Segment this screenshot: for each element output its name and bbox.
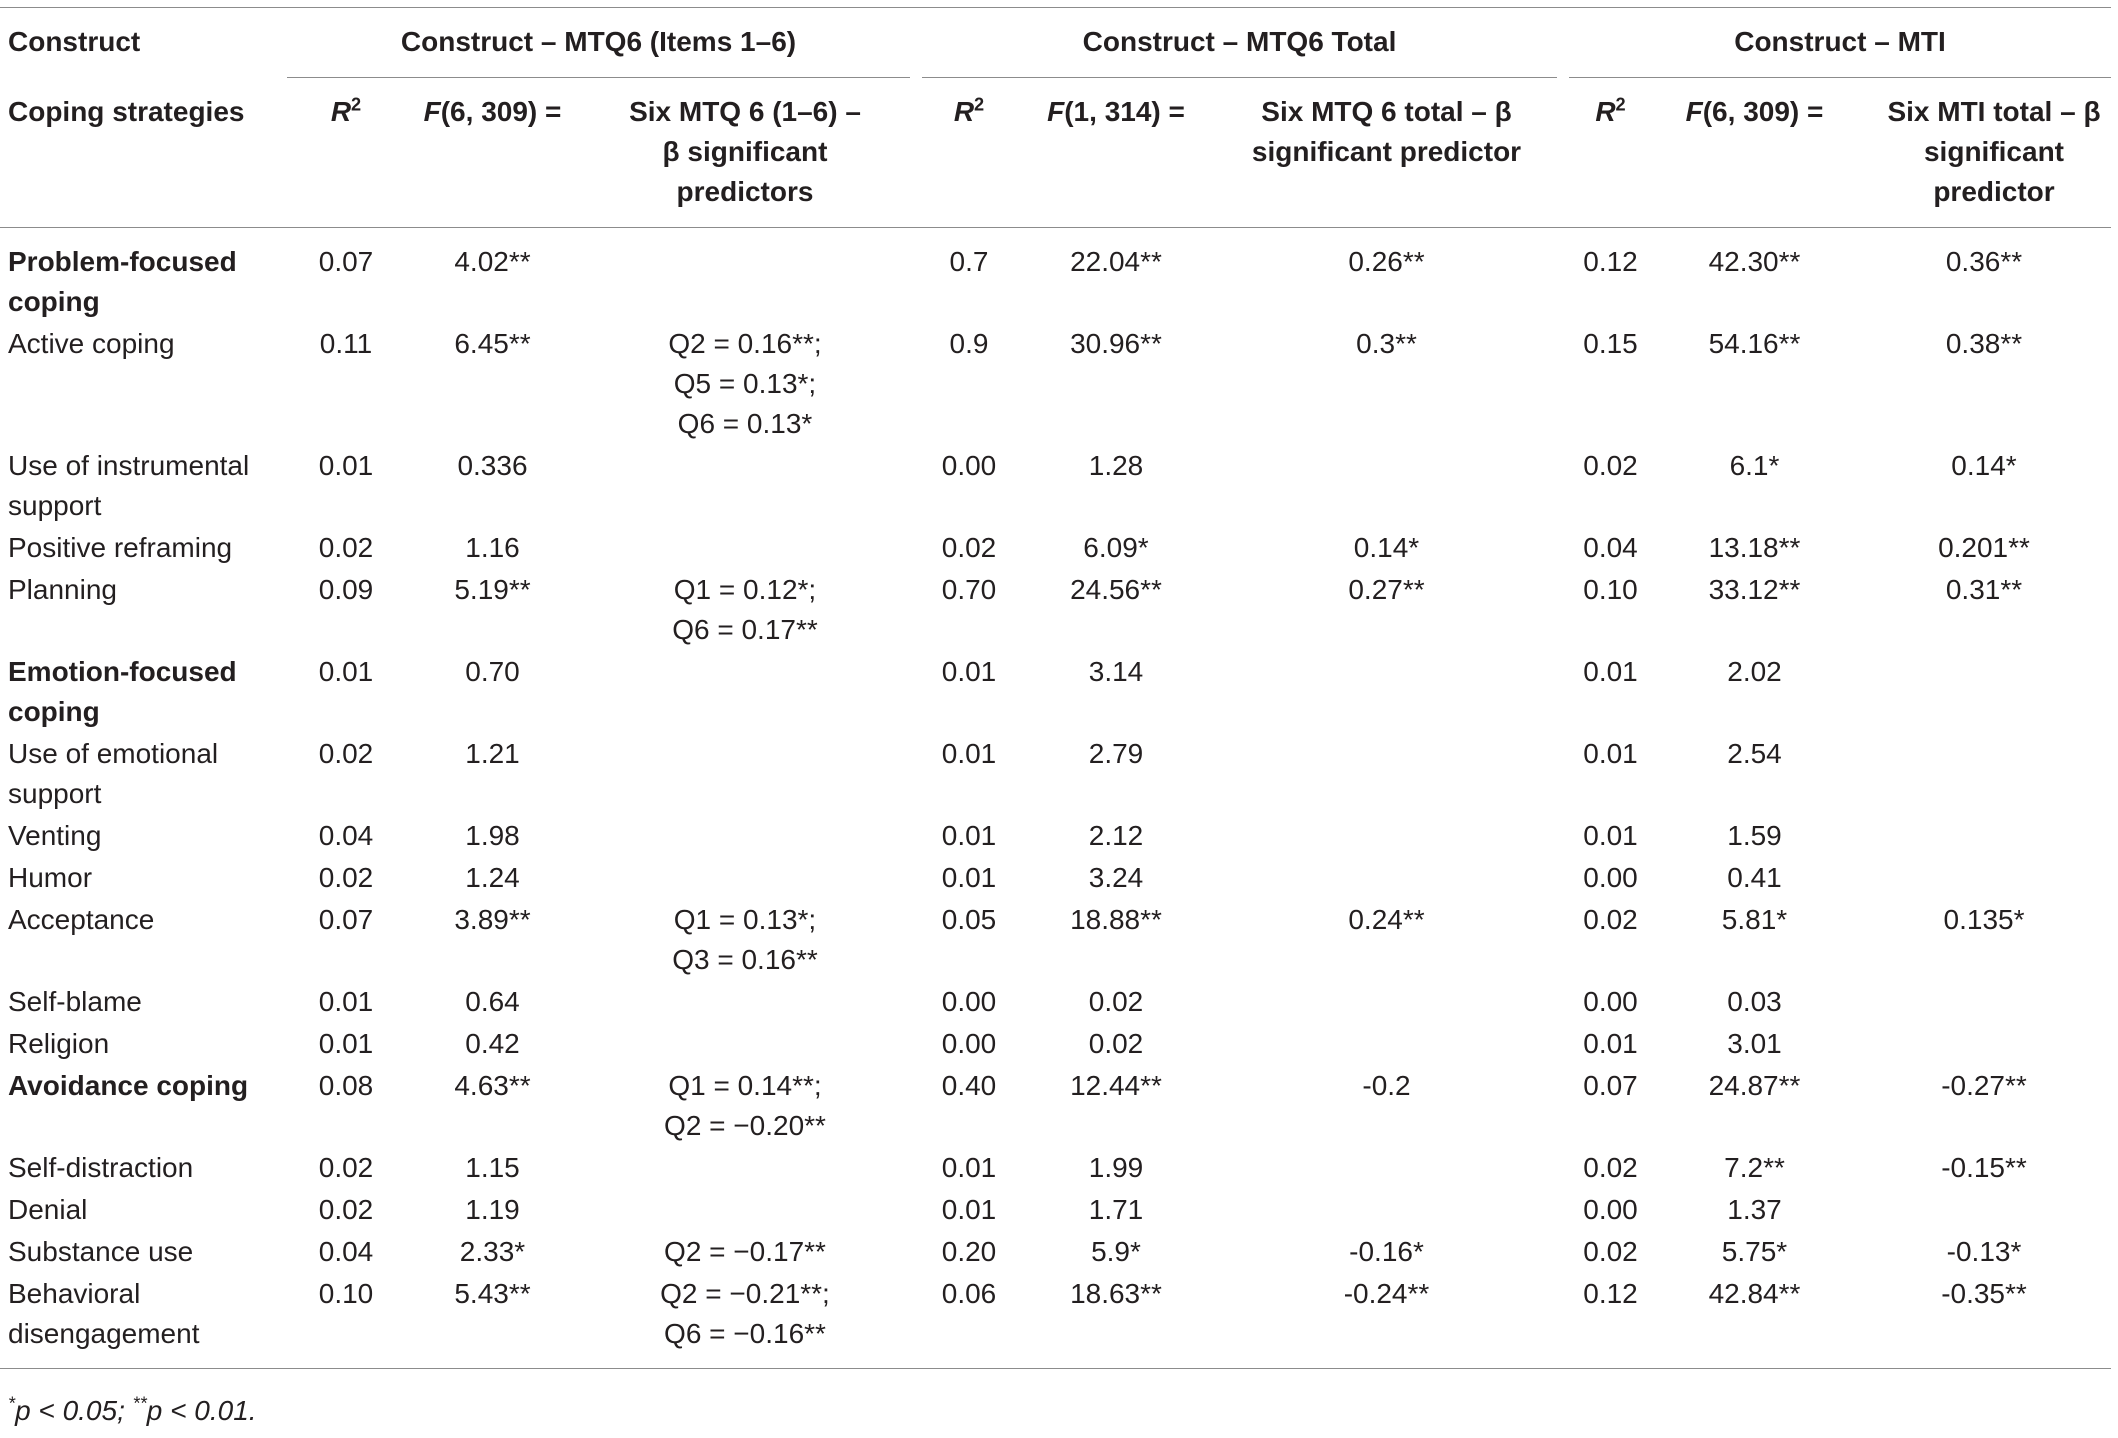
predictors-header: Six MTQ 6 (1–6) – β significant predictors <box>580 78 910 228</box>
predictor-cell: 0.14* <box>1951 450 2017 481</box>
predictors-cell <box>580 652 910 734</box>
predictors-cell <box>580 1024 910 1066</box>
f-cell: 24.87** <box>1708 1070 1801 1101</box>
predictors-cell: Q2 = −0.17** <box>664 1236 826 1267</box>
f-header: F(1, 314) = <box>1016 78 1216 228</box>
r2-cell: 0.7 <box>949 246 989 277</box>
f-cell: 5.9* <box>1091 1236 1141 1267</box>
r2-cell: 0.09 <box>318 574 374 605</box>
predictors-header: Six MTQ 6 total – β significant predictor <box>1216 78 1557 228</box>
predictor-cell <box>1216 734 1557 816</box>
predictors-cell: Q2 = 0.16**; Q5 = 0.13*; Q6 = 0.13* <box>668 328 822 439</box>
r2-cell: 0.01 <box>941 820 997 851</box>
table-row <box>0 324 2111 446</box>
f-cell: 13.18** <box>1708 532 1801 563</box>
r2-cell: 0.01 <box>318 1028 374 1059</box>
r2-cell: 0.05 <box>941 904 997 935</box>
r2-cell: 0.04 <box>1583 532 1638 563</box>
f-cell: 2.02 <box>1727 656 1782 687</box>
r2-cell: 0.00 <box>1583 986 1638 1017</box>
f-cell: 2.12 <box>1088 820 1144 851</box>
predictor-cell <box>1857 816 2111 858</box>
table-row <box>0 528 2111 570</box>
f-cell: 0.64 <box>465 986 520 1017</box>
table-row <box>0 734 2111 816</box>
predictor-cell <box>1216 1148 1557 1190</box>
predictor-cell: -0.15** <box>1941 1152 2027 1183</box>
row-label: Active coping <box>8 328 175 359</box>
predictors-cell: Q1 = 0.13*; Q3 = 0.16** <box>672 904 818 975</box>
predictor-cell: 0.3** <box>1356 328 1417 359</box>
r2-cell: 0.01 <box>318 656 374 687</box>
table-row <box>0 1274 2111 1369</box>
row-label: Problem-focused coping <box>8 246 237 317</box>
predictor-cell <box>1216 1024 1557 1066</box>
table-row <box>0 1190 2111 1232</box>
table-row <box>0 570 2111 652</box>
r2-cell: 0.01 <box>1583 656 1638 687</box>
f-cell: 1.24 <box>465 862 520 893</box>
predictors-cell: Q1 = 0.14**; Q2 = −0.20** <box>664 1070 826 1141</box>
table-row <box>0 228 2111 325</box>
r2-cell: 0.01 <box>941 738 997 769</box>
r2-cell: 0.02 <box>941 532 997 563</box>
r2-cell: 0.20 <box>941 1236 997 1267</box>
predictor-cell <box>1216 446 1557 528</box>
predictor-cell: 0.201** <box>1938 532 2030 563</box>
group-header-mti: Construct – MTI <box>1734 26 1946 57</box>
predictor-cell <box>1857 652 2111 734</box>
f-cell: 22.04** <box>1070 246 1162 277</box>
predictor-cell: -0.16* <box>1349 1236 1424 1267</box>
f-cell: 5.81* <box>1721 904 1788 935</box>
f-cell: 0.42 <box>465 1028 520 1059</box>
f-cell: 24.56** <box>1070 574 1162 605</box>
predictor-cell: 0.24** <box>1348 904 1425 935</box>
footnote: *p < 0.05; **p < 0.01. <box>8 1393 257 1426</box>
predictor-cell <box>1216 816 1557 858</box>
r2-cell: 0.08 <box>318 1070 374 1101</box>
predictors-cell <box>580 446 910 528</box>
predictor-cell <box>1216 652 1557 734</box>
table-row <box>0 858 2111 900</box>
r2-cell: 0.9 <box>949 328 989 359</box>
r2-cell: 0.01 <box>941 1152 997 1183</box>
predictors-cell <box>580 816 910 858</box>
f-header: F(6, 309) = <box>1652 78 1857 228</box>
predictor-cell <box>1857 982 2111 1024</box>
coping-regression-table <box>0 7 2111 1369</box>
r2-header: $R^2$ <box>922 78 1016 228</box>
column-header-row <box>0 78 2111 228</box>
row-label: Self-blame <box>8 986 142 1017</box>
table-row <box>0 652 2111 734</box>
f-cell: 6.09* <box>1083 532 1149 563</box>
r2-cell: 0.02 <box>318 532 374 563</box>
f-cell: 5.43** <box>454 1278 531 1309</box>
predictor-cell: 0.26** <box>1348 246 1425 277</box>
group-header-mtq6-items: Construct – MTQ6 (Items 1–6) <box>400 26 797 57</box>
predictor-cell: 0.135* <box>1943 904 2025 935</box>
f-cell: 3.01 <box>1727 1028 1782 1059</box>
f-cell: 18.63** <box>1070 1278 1162 1309</box>
f-cell: 4.02** <box>454 246 531 277</box>
row-label: Behavioral disengagement <box>8 1278 200 1349</box>
f-cell: 1.59 <box>1727 820 1782 851</box>
r2-cell: 0.00 <box>941 986 997 1017</box>
r2-cell: 0.00 <box>1583 862 1638 893</box>
r2-cell: 0.00 <box>1583 1194 1638 1225</box>
predictor-cell <box>1216 982 1557 1024</box>
row-label: Acceptance <box>8 904 155 935</box>
predictor-cell: -0.35** <box>1941 1278 2027 1309</box>
predictor-cell <box>1857 1024 2111 1066</box>
r2-header: $R^2$ <box>1569 78 1652 228</box>
r2-cell: 0.00 <box>941 450 997 481</box>
predictor-cell <box>1857 734 2111 816</box>
row-label: Humor <box>8 862 93 893</box>
r2-cell: 0.40 <box>941 1070 997 1101</box>
f-cell: 42.30** <box>1708 246 1801 277</box>
f-cell: 54.16** <box>1708 328 1801 359</box>
r2-cell: 0.10 <box>318 1278 374 1309</box>
f-cell: 3.14 <box>1088 656 1144 687</box>
predictor-cell: 0.14* <box>1353 532 1420 563</box>
row-label: Substance use <box>8 1236 194 1267</box>
r2-cell: 0.01 <box>941 1194 997 1225</box>
f-cell: 5.75* <box>1721 1236 1788 1267</box>
f-cell: 2.79 <box>1088 738 1144 769</box>
r2-cell: 0.04 <box>318 820 374 851</box>
r2-cell: 0.07 <box>318 246 374 277</box>
f-cell: 1.99 <box>1088 1152 1144 1183</box>
r2-cell: 0.04 <box>318 1236 374 1267</box>
row-label: Use of instrumental support <box>8 450 250 521</box>
predictor-cell <box>1857 858 2111 900</box>
table-row <box>0 1024 2111 1066</box>
table-row <box>0 982 2111 1024</box>
predictor-cell <box>1216 1190 1557 1232</box>
r2-cell: 0.02 <box>318 738 374 769</box>
r2-header: $R^2$ <box>287 78 405 228</box>
predictors-cell <box>580 982 910 1024</box>
predictors-cell <box>580 1148 910 1190</box>
table-row <box>0 1066 2111 1148</box>
predictors-cell <box>580 734 910 816</box>
predictor-cell: -0.13* <box>1946 1236 2022 1267</box>
table-row <box>0 1148 2111 1190</box>
f-cell: 6.45** <box>454 328 531 359</box>
r2-cell: 0.01 <box>1583 1028 1638 1059</box>
predictors-header: Six MTI total – β significant predictor <box>1857 78 2111 228</box>
f-cell: 3.24 <box>1088 862 1144 893</box>
predictor-cell: -0.27** <box>1941 1070 2027 1101</box>
f-cell: 1.28 <box>1088 450 1144 481</box>
group-header-row <box>0 8 2111 78</box>
r2-cell: 0.01 <box>1583 820 1638 851</box>
f-cell: 1.15 <box>465 1152 520 1183</box>
f-cell: 0.02 <box>1088 1028 1144 1059</box>
f-cell: 18.88** <box>1070 904 1162 935</box>
r2-cell: 0.02 <box>1583 450 1638 481</box>
predictor-cell: 0.38** <box>1945 328 2023 359</box>
r2-cell: 0.01 <box>318 986 374 1017</box>
r2-cell: 0.01 <box>941 862 997 893</box>
f-cell: 3.89** <box>454 904 531 935</box>
row-label: Positive reframing <box>8 532 233 563</box>
row-label: Venting <box>8 820 102 851</box>
f-cell: 33.12** <box>1708 574 1801 605</box>
group-header-mtq6-total: Construct – MTQ6 Total <box>1082 26 1397 57</box>
r2-cell: 0.70 <box>941 574 997 605</box>
r2-cell: 0.10 <box>1583 574 1638 605</box>
f-cell: 6.1* <box>1729 450 1780 481</box>
f-header: F(6, 309) = <box>405 78 580 228</box>
predictor-cell: 0.27** <box>1348 574 1425 605</box>
r2-cell: 0.00 <box>941 1028 997 1059</box>
table-row <box>0 1232 2111 1274</box>
f-cell: 1.16 <box>465 532 520 563</box>
predictor-cell: -0.2 <box>1362 1070 1411 1101</box>
table-row <box>0 446 2111 528</box>
f-cell: 0.41 <box>1727 862 1782 893</box>
r2-cell: 0.01 <box>1583 738 1638 769</box>
f-cell: 7.2** <box>1724 1152 1785 1183</box>
f-cell: 4.63** <box>454 1070 531 1101</box>
r2-cell: 0.02 <box>1583 1236 1638 1267</box>
table-row <box>0 900 2111 982</box>
predictors-cell <box>580 528 910 570</box>
predictor-cell: 0.31** <box>1945 574 2023 605</box>
f-cell: 12.44** <box>1070 1070 1162 1101</box>
f-cell: 42.84** <box>1708 1278 1801 1309</box>
f-cell: 0.70 <box>465 656 520 687</box>
f-cell: 0.02 <box>1088 986 1144 1017</box>
predictor-cell <box>1857 1190 2111 1232</box>
f-cell: 1.19 <box>465 1194 520 1225</box>
r2-cell: 0.11 <box>319 328 373 359</box>
predictors-cell: Q2 = −0.21**; Q6 = −0.16** <box>660 1278 830 1349</box>
r2-cell: 0.02 <box>1583 1152 1638 1183</box>
predictors-cell <box>580 1190 910 1232</box>
row-label: Emotion-focused coping <box>8 656 237 727</box>
f-cell: 0.336 <box>457 450 528 481</box>
r2-cell: 0.07 <box>318 904 374 935</box>
f-cell: 1.37 <box>1727 1194 1782 1225</box>
row-label: Denial <box>8 1194 88 1225</box>
f-cell: 1.98 <box>465 820 520 851</box>
predictors-cell <box>580 228 910 325</box>
row-label: Use of emotional support <box>8 738 219 809</box>
r2-cell: 0.01 <box>318 450 374 481</box>
f-cell: 1.71 <box>1088 1194 1144 1225</box>
coping-strategies-header: Coping strategies <box>8 95 245 127</box>
construct-header: Construct <box>8 26 141 57</box>
row-label: Avoidance coping <box>8 1070 249 1101</box>
predictors-cell: Q1 = 0.12*; Q6 = 0.17** <box>672 574 818 645</box>
r2-cell: 0.12 <box>1583 1278 1638 1309</box>
r2-cell: 0.02 <box>1583 904 1638 935</box>
f-cell: 5.19** <box>454 574 531 605</box>
predictor-cell: -0.24** <box>1343 1278 1430 1309</box>
predictor-cell <box>1216 858 1557 900</box>
predictor-cell: 0.36** <box>1945 246 2023 277</box>
r2-cell: 0.15 <box>1583 328 1638 359</box>
predictors-cell <box>580 858 910 900</box>
r2-cell: 0.01 <box>941 656 997 687</box>
r2-cell: 0.12 <box>1583 246 1638 277</box>
table-body <box>0 228 2111 1369</box>
f-cell: 2.33* <box>459 1236 526 1267</box>
f-cell: 1.21 <box>465 738 520 769</box>
row-label: Planning <box>8 574 117 605</box>
r2-cell: 0.02 <box>318 862 374 893</box>
r2-cell: 0.02 <box>318 1152 374 1183</box>
table-row <box>0 816 2111 858</box>
f-cell: 2.54 <box>1727 738 1782 769</box>
r2-cell: 0.06 <box>941 1278 997 1309</box>
r2-cell: 0.02 <box>318 1194 374 1225</box>
row-label: Self-distraction <box>8 1152 194 1183</box>
r2-cell: 0.07 <box>1583 1070 1638 1101</box>
f-cell: 0.03 <box>1727 986 1782 1017</box>
row-label: Religion <box>8 1028 110 1059</box>
f-cell: 30.96** <box>1070 328 1162 359</box>
